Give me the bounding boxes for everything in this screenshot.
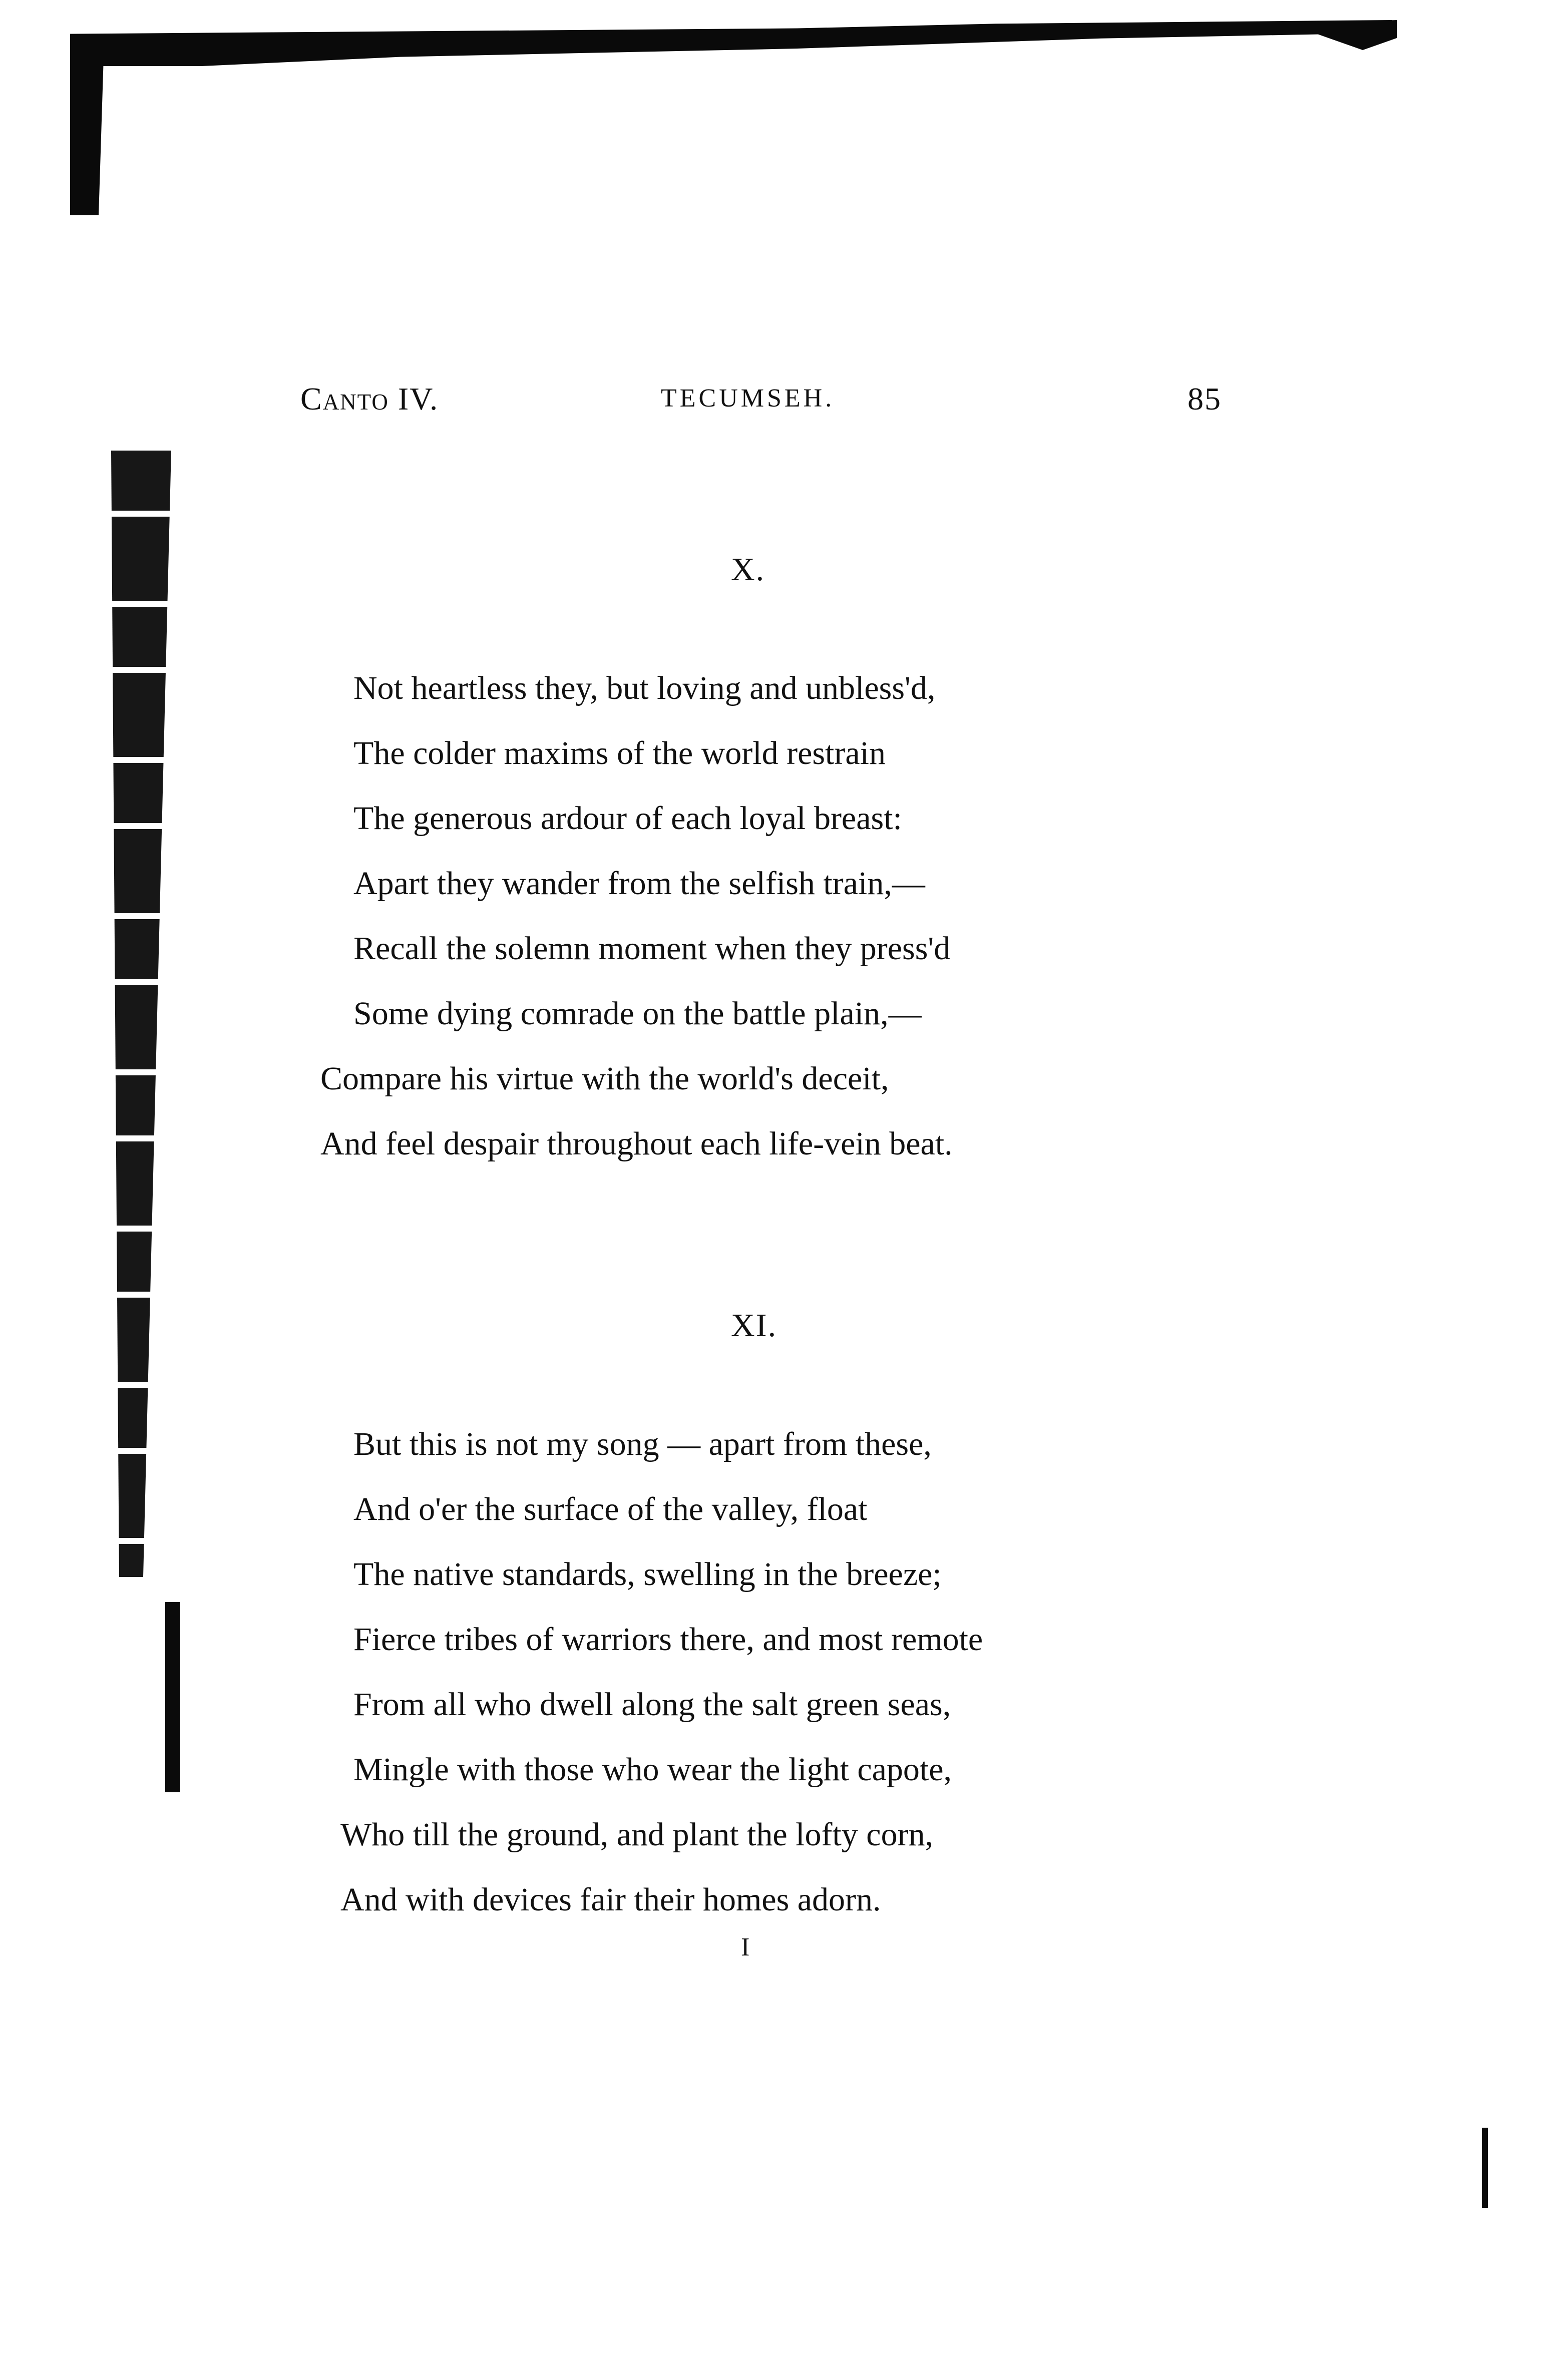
verse-line: Not heartless they, but loving and unbless'd,: [353, 670, 936, 706]
verse-line: Some dying comrade on the battle plain,—: [353, 995, 922, 1032]
canto-label: Canto IV.: [300, 381, 439, 417]
verse-line: Fierce tribes of warriors there, and most remote: [353, 1621, 983, 1658]
scan-border-top-right: [1312, 20, 1397, 50]
verse-line: The colder maxims of the world restrain: [353, 735, 886, 771]
verse-line: But this is not my song — apart from these,: [353, 1426, 932, 1462]
page-number: 85: [1188, 381, 1222, 417]
verse-line: The generous ardour of each loyal breast:: [353, 800, 902, 837]
stanza-x: [320, 656, 1322, 1176]
verse-line: And with devices fair their homes adorn.: [340, 1881, 881, 1918]
signature-mark: I: [741, 1933, 750, 1961]
scan-border-left-lower: [165, 1602, 180, 1792]
verse-line: Compare his virtue with the world's deceit,: [320, 1060, 889, 1097]
verse-line: And o'er the surface of the valley, float: [353, 1491, 868, 1527]
scan-mark-right: [1482, 2128, 1488, 2208]
verse-line: And feel despair throughout each life-vein beat.: [320, 1125, 953, 1162]
verse-line: Apart they wander from the selfish train,—: [353, 865, 925, 902]
running-head: [300, 380, 1222, 426]
stanza-number-x: X.: [731, 551, 765, 588]
stanza-xi: [320, 1412, 1322, 1932]
verse-line: Who till the ground, and plant the lofty corn,: [340, 1816, 934, 1853]
book-title: TECUMSEH.: [661, 384, 835, 413]
verse-line: Recall the solemn moment when they press'd: [353, 930, 951, 967]
verse-line: Mingle with those who wear the light capote,: [353, 1751, 952, 1788]
scan-border-top: [70, 20, 1392, 66]
verse-line: From all who dwell along the salt green seas,: [353, 1686, 951, 1723]
verse-line: The native standards, swelling in the breeze;: [353, 1556, 942, 1593]
scan-border-left-top: [70, 65, 165, 215]
stanza-number-xi: XI.: [731, 1307, 777, 1344]
scan-border-left: [95, 451, 175, 1577]
